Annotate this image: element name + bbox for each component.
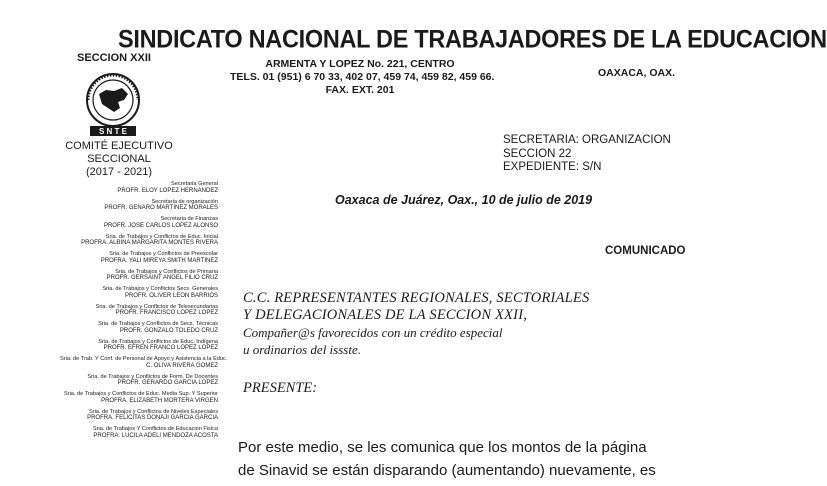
role-holder: PROFR. OLIVER LEON BARRIOS — [124, 292, 218, 299]
role-entry — [60, 374, 218, 388]
committee-heading — [42, 140, 196, 179]
role-title: Secretaria de organización — [151, 198, 218, 205]
role-entry — [60, 286, 218, 300]
role-title: Sria. de Trabajos y Conflictos de Educ. Inicial — [105, 233, 218, 240]
role-holder: PROFR. EFREN FRANCO LOPEZ LOPEZ — [103, 345, 218, 351]
recipients-line: Compañer@s favorecidos con un crédito especial — [243, 325, 503, 340]
city-label: OAXACA, OAX. — [598, 67, 676, 79]
role-holder: PROFRA. FELICITAS DONAJI GARCIA GARCIA — [87, 415, 218, 421]
address-block — [230, 58, 495, 97]
logo-text: S N T E — [98, 127, 128, 136]
address-fax: FAX. EXT. 201 — [325, 84, 395, 96]
seccion-label: SECCION 22 — [503, 147, 572, 160]
role-entry — [60, 356, 228, 370]
role-holder: PROFR. GENARO MARTINEZ MORALES — [104, 205, 218, 211]
snte-seal-icon — [84, 72, 142, 138]
role-title: Sria. de Trab. Y Conf. de Personal de Apoyo y Asistencia a la Educ. — [60, 356, 228, 362]
role-entry — [60, 391, 218, 405]
role-holder: PROFRA. ELIZABETH MORTERA VIRGEN — [101, 397, 218, 404]
committee-period: (2017 - 2021) — [85, 166, 153, 178]
body-line: de Sinavid se están disparando (aumentando) nuevamente, es — [238, 462, 656, 479]
role-entry — [60, 409, 218, 423]
section-label: SECCION XXII — [77, 52, 151, 64]
address-street: ARMENTA Y LOPEZ No. 221, CENTRO — [265, 58, 455, 70]
role-holder: PROFR. GERARDO GARCIA LOPEZ — [117, 380, 218, 386]
role-title: Sria. de Trabajos y Conflictos de Telesecundarias — [95, 303, 218, 310]
role-title: Sria. de Trabajos y Conflictos de Form. De Docentes — [87, 373, 218, 380]
role-entry — [60, 181, 218, 195]
role-entry — [60, 251, 218, 265]
recipients-block — [243, 290, 589, 358]
roles-list — [60, 181, 228, 444]
role-title: Sria. de Trabajos y Conflictos de Educ. Media Sup. Y Superior — [63, 391, 218, 397]
snte-logo — [84, 72, 142, 138]
recipients-line: C.C. REPRESENTANTES REGIONALES, SECTORIALES — [243, 290, 590, 306]
role-holder: PROFRA. LUCILA ADELI MENDOZA ACOSTA — [93, 432, 218, 439]
role-entry — [60, 426, 218, 440]
body-line: Por este medio, se les comunica que los montos de la página — [238, 439, 647, 456]
recipients-line: u ordinarios del issste. — [243, 342, 361, 357]
expediente-label: EXPEDIENTE: S/N — [503, 161, 602, 173]
role-entry — [60, 216, 218, 230]
role-title: Secretaria de Finanzas — [160, 216, 218, 222]
role-entry — [60, 199, 218, 213]
role-holder: PROFR. FRANCISCO LOPEZ LOPEZ — [115, 310, 218, 316]
role-holder: PROFR. GERSAINT ANGEL FILIO CRUZ — [106, 275, 218, 281]
role-title: Sria. de Trabajos y Conflictos de Niveles Especiales — [88, 408, 218, 415]
role-title: Sria. de Trabajos y Conflictos de Primaria — [115, 268, 218, 275]
role-title: Secretaria General — [171, 181, 218, 187]
role-holder: PROFR. JOSE CARLOS LOPEZ ALONSO — [103, 222, 218, 229]
role-title: Sria. de Trabajos y Conflictos de Educ. Indígena — [98, 338, 218, 345]
role-entry — [60, 234, 218, 248]
role-entry — [60, 304, 218, 318]
role-holder: PROFR. ELOY LOPEZ HERNANDEZ — [117, 187, 218, 194]
recipients-line: Y DELEGACIONALES DE LA SECCION XXII, — [243, 307, 528, 323]
role-holder: PROFR. GONZALO TOLEDO CRUZ — [119, 327, 218, 334]
document-type: COMUNICADO — [605, 245, 686, 257]
reference-block — [503, 134, 671, 175]
document-date: Oaxaca de Juárez, Oax., 10 de julio de 2019 — [335, 193, 593, 207]
committee-name: COMITÉ EJECUTIVO SECCIONAL — [65, 140, 173, 165]
body-text — [238, 436, 738, 482]
role-entry — [60, 339, 218, 353]
role-holder: PROFRA. ALBINA MARGARITA MONTES RIVERA — [81, 240, 218, 246]
role-title: Sria. de Trabajos y Conflictos Secs. Generales — [102, 286, 218, 292]
role-title: Sria. de Trabajos Y Conflictos de Educacion Fisica — [92, 426, 218, 432]
role-entry — [60, 321, 218, 335]
role-holder: C. OLIVA RIVERA GOMEZ — [146, 362, 218, 369]
address-phones: TELS. 01 (951) 6 70 33, 402 07, 459 74, 459 82, 459 66. — [230, 71, 495, 83]
union-title: SINDICATO NACIONAL DE TRABAJADORES DE LA EDUCACION — [118, 25, 827, 53]
role-entry — [60, 269, 218, 283]
greeting: PRESENTE: — [243, 380, 318, 396]
role-title: Sria. de Trabajos y Conflictos de Secs. Técnicas — [98, 321, 218, 327]
role-holder: PROFRA. YALI MIREYA SMITH MARTINEZ — [100, 257, 218, 264]
role-title: Sria. de Trabajos y Conflictos de Preescolar — [109, 251, 218, 257]
secretaria-label: SECRETARIA: ORGANIZACION — [503, 134, 671, 146]
